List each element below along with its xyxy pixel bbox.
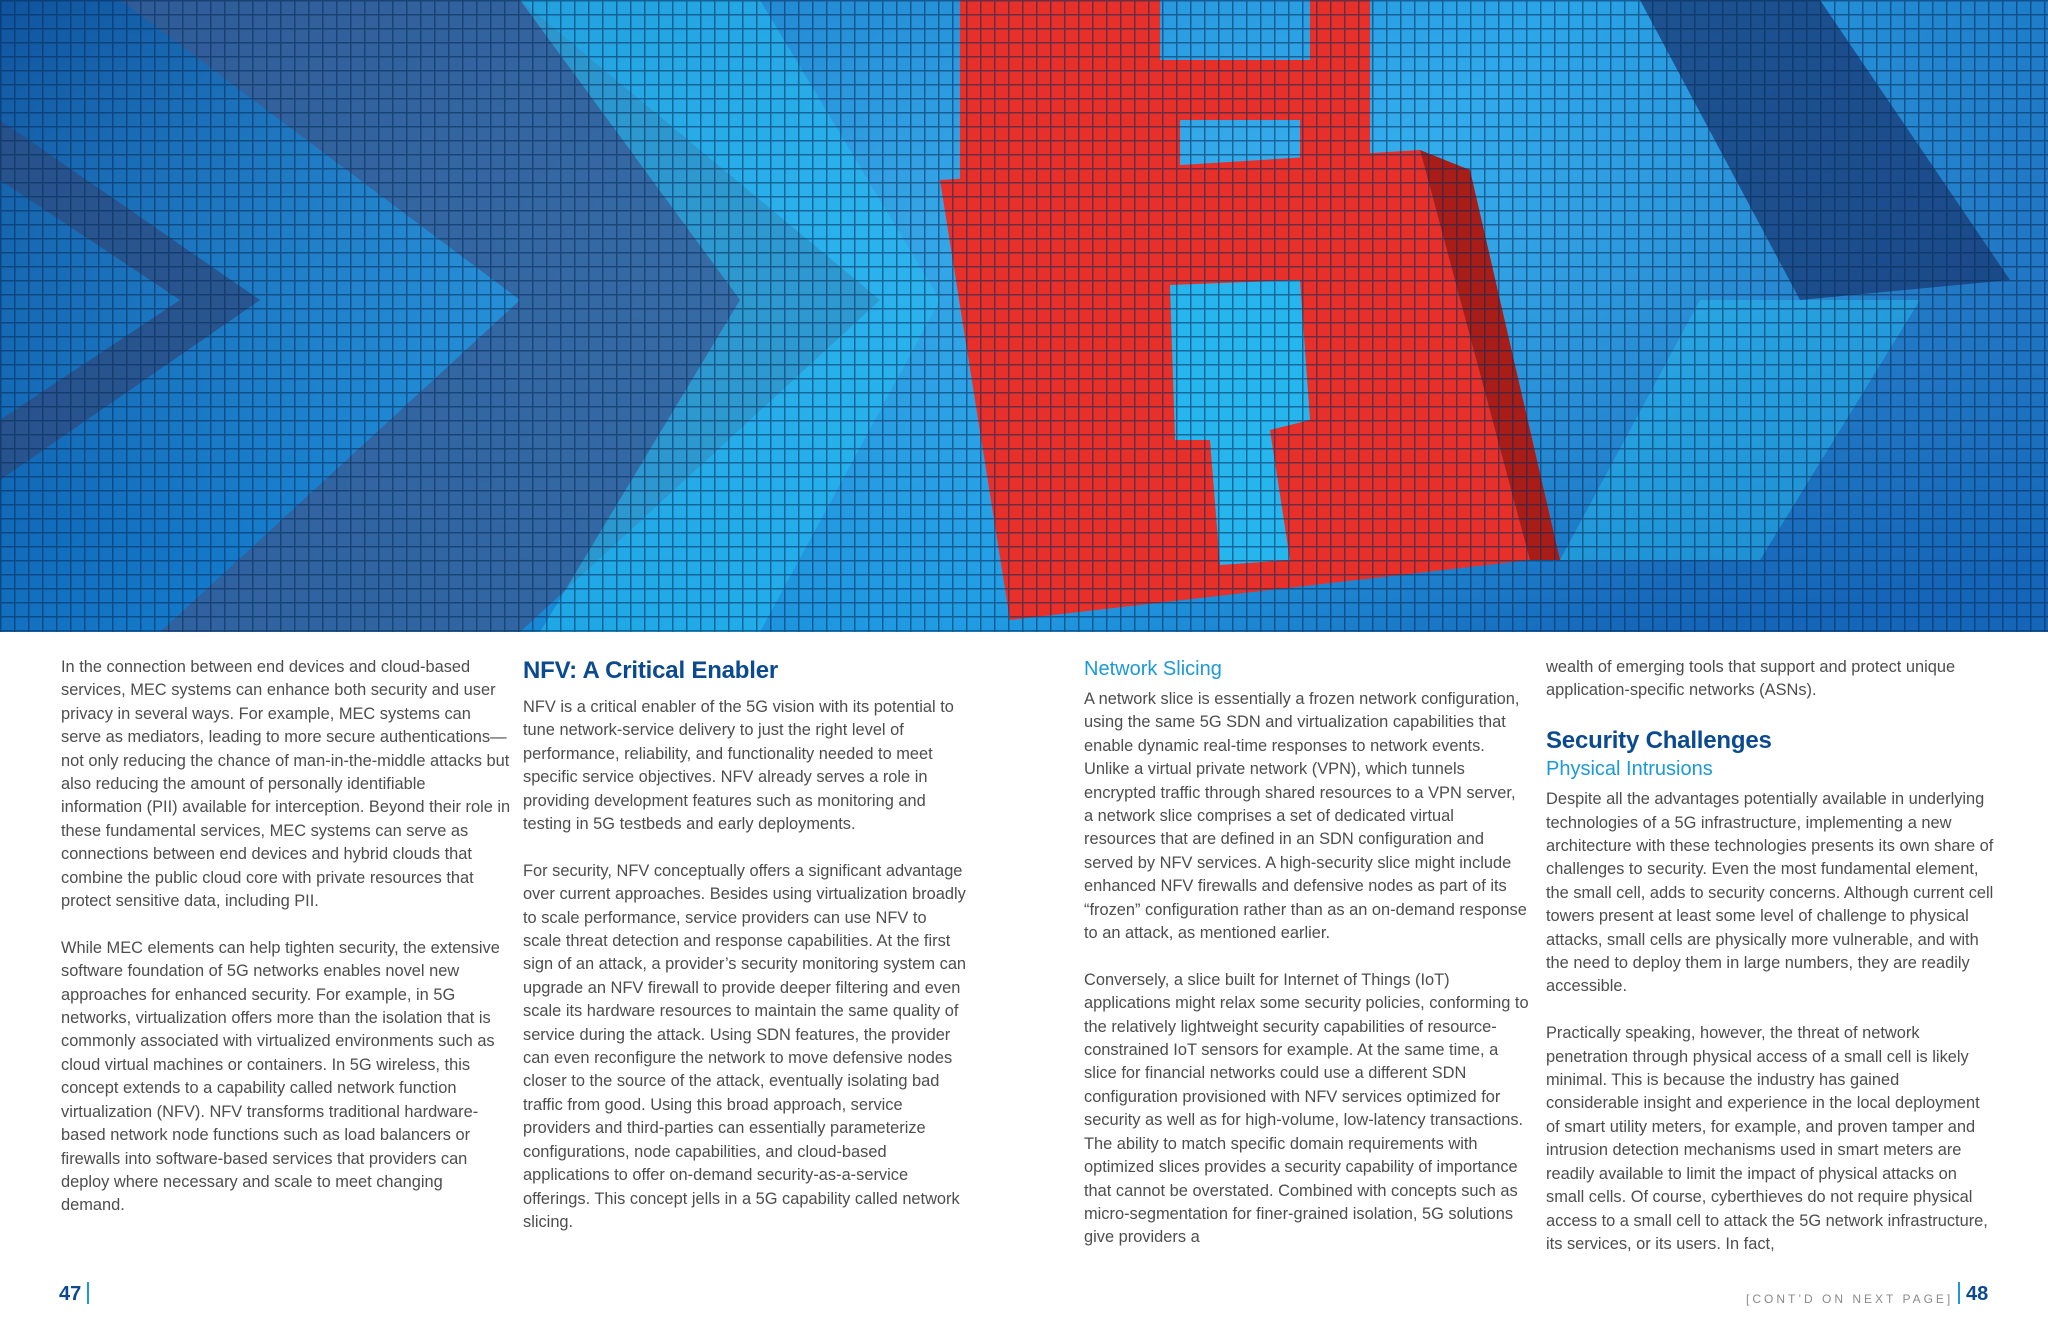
body-paragraph: While MEC elements can help tighten security, the extensive software foundation of 5G networks enables novel new approaches for enhanced security. For example, in 5G networks, virtualization offers more than the isolation that is commonly associated with virtualized environments such as cloud virtual machines or containers. In 5G wireless, this concept extends to a capability called network function virtualization (NFV). NFV transforms traditional hardware-based network node functions such as load balancers or firewalls into software-based services that providers can deploy where necessary and scale to meet changing demand. xyxy=(61,938,500,1215)
page-number-right xyxy=(1952,1283,1988,1306)
body-paragraph: Despite all the advantages potentially available in underlying technologies of a 5G infrastructure, implementing a new architecture with these technologies presents its own share of challenges to security. Even the most fundamental element, the small cell, adds to security concerns. Although current cell towers present at least some level of challenge to physical attacks, small cells are physically more vulnerable, and with the need to deploy them in large numbers, they are readily accessible. xyxy=(1546,790,1994,996)
column-3 xyxy=(1084,656,1529,1273)
body-paragraph: For security, NFV conceptually offers a significant advantage over current approaches. Besides using virtualization broadly to scale performance, service providers can use NFV to scale threat detection and response capabilities. At the first sign of an attack, a provider’s security monitoring system can upgrade an NFV firewall to provide deeper filtering and even scale its hardware resources to maintain the same quality of service during the attack. Using SDN features, the provider can even reconfigure the network to move defensive nodes closer to the source of the attack, eventually isolating bad traffic from good. Using this broad approach, service providers and third-parties can essentially parameterize configurations, node capabilities, and cloud-based applications to offer on-demand security-as-a-service offerings. This concept jells in a 5G capability called network slicing. xyxy=(523,861,967,1231)
body-paragraph: Practically speaking, however, the threat of network penetration through physical access of a small cell is likely minimal. This is because the industry has gained considerable insight and experience in the local deployment of smart utility meters, for example, and proven tamper and intrusion detection mechanisms used in smart meters are readily available to limit the impact of physical attacks on small cells. Of course, cyberthieves do not require physical access to a small cell to attack the 5G network infrastructure, its services, or its users. In fact, xyxy=(1546,1024,1988,1253)
section-heading-security-challenges: Security Challenges xyxy=(1546,727,1772,755)
page-divider xyxy=(1958,1282,1960,1304)
page-divider xyxy=(87,1282,89,1304)
body-paragraph: A network slice is essentially a frozen network configuration, using the same 5G SDN and virtualization capabilities that enable dynamic real-time responses to network events. Unlike a virtual private network (VPN), which tunnels encrypted traffic through shared resources to a VPN server, a network slice comprises a set of dedicated virtual resources that are defined in an SDN configuration and served by NFV services. A high-security slice might include enhanced NFV firewalls and defensive nodes as part of its “frozen” configuration rather than as an on-demand response to an attack, as mentioned earlier. xyxy=(1084,690,1527,943)
body-paragraph: NFV is a critical enabler of the 5G vision with its potential to tune network-service delivery to just the right level of performance, reliability, and functionality needed to meet specific service objectives. NFV already serves a role in providing development features such as monitoring and testing in 5G testbeds and early deployments. xyxy=(523,698,954,834)
column-2 xyxy=(523,656,968,1258)
column-1 xyxy=(61,656,511,1241)
page-number-left xyxy=(59,1283,95,1306)
body-paragraph: In the connection between end devices and cloud-based services, MEC systems can enhance both security and user privacy in several ways. For example, MEC systems can serve as mediators, leading to more secure authentications—not only reducing the chance of man-in-the-middle attacks but also reducing the amount of personally identifiable information (PII) available for interception. Beyond their role in these fundamental services, MEC systems can serve as connections between end devices and hybrid clouds that combine the public cloud core with private resources that protect sensitive data, including PII. xyxy=(61,658,511,911)
column-4 xyxy=(1546,656,1996,1280)
subheading-physical-intrusions: Physical Intrusions xyxy=(1546,758,1713,781)
body-paragraph: Conversely, a slice built for Internet of Things (IoT) applications might relax some security policies, conforming to the relatively lightweight security capabilities of resource-constrained IoT sensors for example. At the same time, a slice for financial networks could use a different SDN configuration provisioned with NFV services optimized for security as well as for high-volume, low-latency transactions. The ability to match specific domain requirements with optimized slices provides a security capability of importance that cannot be overstated. Combined with concepts such as micro-segmentation for finer-grained isolation, 5G solutions give providers a xyxy=(1084,970,1529,1247)
section-heading-nfv: NFV: A Critical Enabler xyxy=(523,657,779,684)
padlock-illustration xyxy=(0,0,2048,632)
subheading-network-slicing: Network Slicing xyxy=(1084,658,1222,680)
continued-notice: [CONT’D ON NEXT PAGE] xyxy=(1746,1292,1954,1306)
page-number-text: 47 xyxy=(59,1283,82,1305)
body-paragraph: wealth of emerging tools that support and protect unique application-specific networks (ASNs). xyxy=(1546,658,1956,700)
page-number-text: 48 xyxy=(1966,1283,1989,1305)
hero-image-padlock-pixels xyxy=(0,0,2048,632)
